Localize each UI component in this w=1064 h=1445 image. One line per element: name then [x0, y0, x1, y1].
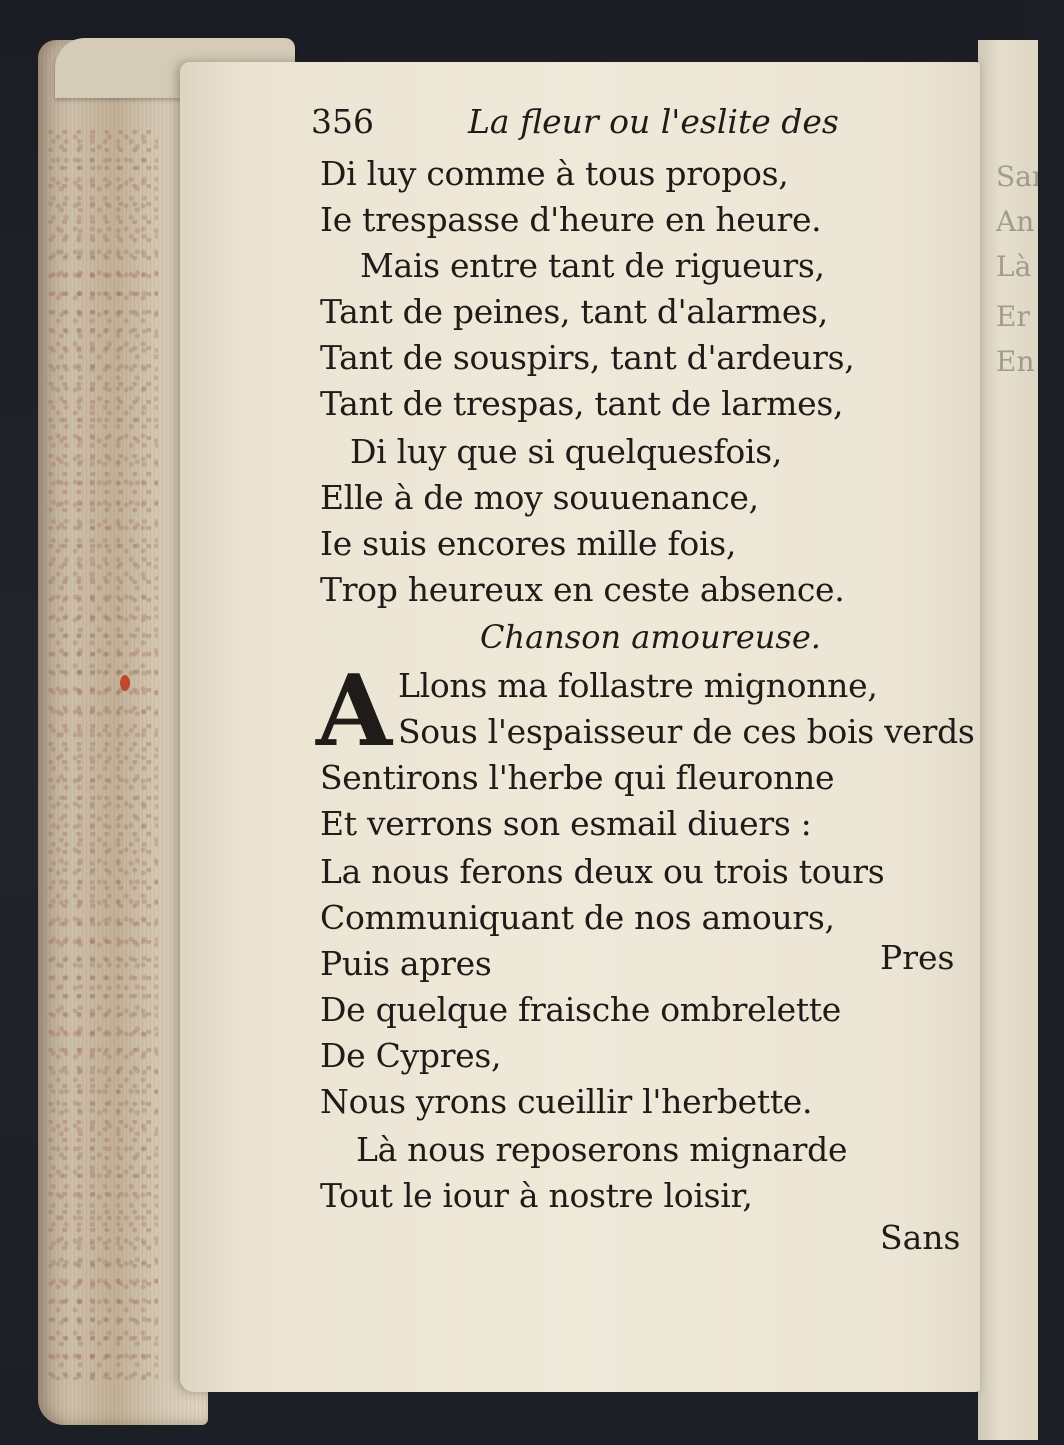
- song-line: De Cypres,: [320, 1036, 502, 1075]
- verse-line: Ie suis encores mille fois,: [320, 524, 737, 563]
- next-page-fragment: Là: [996, 250, 1032, 283]
- verse-line: Ie trespasse d'heure en heure.: [320, 200, 822, 239]
- song-line: Llons ma follastre mignonne,: [398, 666, 878, 705]
- verse-line: Mais entre tant de rigueurs,: [360, 246, 825, 285]
- book-page: [180, 62, 980, 1392]
- verse-line: Tant de peines, tant d'alarmes,: [320, 292, 828, 331]
- next-page-fragment: Sans: [996, 160, 1064, 193]
- song-line: Tout le iour à nostre loisir,: [320, 1176, 753, 1215]
- page-text-block: [180, 62, 980, 1392]
- next-page-fragment: An: [996, 205, 1035, 238]
- verse-line: Di luy que si quelquesfois,: [350, 432, 783, 471]
- song-line: Sentirons l'herbe qui fleuronne: [320, 758, 835, 797]
- catchword: Sans: [880, 1218, 961, 1257]
- song-line: Et verrons son esmail diuers :: [320, 804, 812, 843]
- next-page-edge: [978, 40, 1064, 1440]
- song-line: Sous l'espaisseur de ces bois verds: [398, 712, 975, 751]
- catchword-pres: Pres: [880, 938, 955, 977]
- song-line: De quelque fraische ombrelette: [320, 990, 841, 1029]
- page-number: 356: [311, 102, 374, 141]
- verse-line: Elle à de moy souuenance,: [320, 478, 759, 517]
- song-line: Puis apres: [320, 944, 492, 983]
- running-head: [311, 102, 839, 146]
- running-title: La fleur ou l'eslite des: [468, 102, 839, 141]
- song-line: Communiquant de nos amours,: [320, 898, 835, 937]
- song-line: Là nous reposerons mignarde: [356, 1130, 848, 1169]
- next-page-fragment: Er: [996, 300, 1030, 333]
- verse-line: Tant de trespas, tant de larmes,: [320, 384, 844, 423]
- section-title: Chanson amoureuse.: [480, 618, 821, 656]
- song-line: La nous ferons deux ou trois tours: [320, 852, 885, 891]
- verse-line: Di luy comme à tous propos,: [320, 154, 789, 193]
- red-stain: [120, 675, 130, 691]
- next-page-fragment: En: [996, 345, 1035, 378]
- drop-cap: A: [316, 654, 393, 769]
- verse-line: Trop heureux en ceste absence.: [320, 570, 845, 609]
- verse-line: Tant de souspirs, tant d'ardeurs,: [320, 338, 855, 377]
- song-line: Nous yrons cueillir l'herbette.: [320, 1082, 813, 1121]
